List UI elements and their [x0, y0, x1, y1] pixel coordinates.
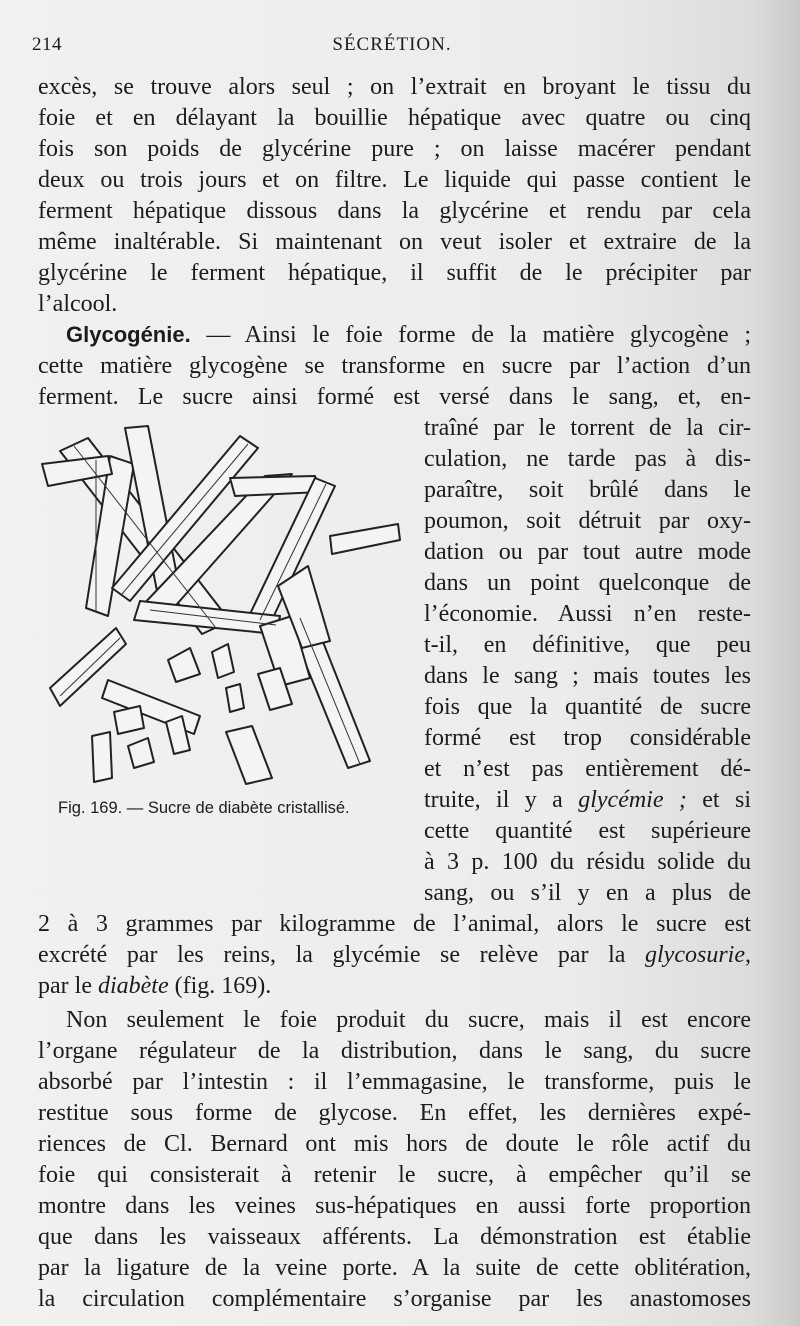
text-line: dans un point quelconque de	[424, 570, 751, 596]
text-line: culation, ne tarde pas à dis-	[424, 446, 751, 472]
text-line: l’économie. Aussi n’en reste-	[424, 601, 751, 627]
text-line: restitue sous forme de glycose. En effet, les dernières expé-	[38, 1100, 751, 1126]
text-line: cette quantité est supérieure	[424, 818, 751, 844]
text-line: foie et en délayant la bouillie hépatique avec quatre ou cinq	[38, 105, 751, 131]
text-span: truite, il y a	[424, 787, 579, 813]
section-line	[66, 320, 751, 351]
text-line: à 3 p. 100 du résidu solide du	[424, 849, 751, 875]
text-line: cette matière glycogène se transforme en sucre par l’action d’un	[38, 353, 751, 379]
crystal-fragment	[226, 726, 272, 784]
text-line: Non seulement le foie produit du sucre, mais il est encore	[66, 1007, 751, 1033]
section-heading: Glycogénie.	[66, 322, 191, 347]
text-line: absorbé par l’intestin : il l’emmagasine, le transforme, puis le	[38, 1069, 751, 1095]
crystal-fragment	[226, 684, 244, 712]
text-line: dation ou par tout autre mode	[424, 539, 751, 565]
text-line	[38, 971, 751, 1002]
text-line: et n’est pas entièrement dé-	[424, 756, 751, 782]
text-span: (fig. 169).	[168, 973, 272, 999]
text-span: par le	[38, 973, 98, 999]
text-line: excès, se trouve alors seul ; on l’extrait en broyant le tissu du	[38, 74, 751, 100]
text-line: l’alcool.	[38, 291, 118, 317]
text-line: t-il, en définitive, que peu	[424, 632, 751, 658]
text-line: l’organe régulateur de la distribution, dans le sang, du sucre	[38, 1038, 751, 1064]
text-line: foie qui consisterait à retenir le sucre, à empêcher qu’il se	[38, 1162, 751, 1188]
crystal-fragment	[168, 648, 200, 682]
italic-term: glycosurie,	[645, 942, 751, 968]
text-line: riences de Cl. Bernard ont mis hors de doute le rôle actif du	[38, 1131, 751, 1157]
text-line	[424, 785, 751, 816]
text-line: ferment hépatique dissous dans la glycérine et rendu par cela	[38, 198, 751, 224]
crystal-needle	[230, 476, 320, 496]
text-line: par la ligature de la veine porte. A la suite de cette oblitération,	[38, 1255, 751, 1281]
crystal-fragment	[114, 706, 144, 734]
text-line: sang, ou s’il y en a plus de	[424, 880, 751, 906]
crystal-fragment	[212, 644, 234, 678]
text-line: glycérine le ferment hépatique, il suffit de le précipiter par	[38, 260, 751, 286]
text-line: fois que la quantité de sucre	[424, 694, 751, 720]
text-line: même inaltérable. Si maintenant on veut isoler et extraire de la	[38, 229, 751, 255]
text-line: paraître, soit brûlé dans le	[424, 477, 751, 503]
text-line: que dans les vaisseaux afférents. La démonstration est établie	[38, 1224, 751, 1250]
text-line: formé est trop considérable	[424, 725, 751, 751]
crystal-needle	[330, 524, 400, 554]
text-span: et si	[686, 787, 752, 813]
text-line	[38, 940, 751, 971]
running-title: SÉCRÉTION.	[332, 34, 452, 55]
text-line: 2 à 3 grammes par kilogramme de l’animal, alors le sucre est	[38, 911, 751, 937]
italic-term: glycémie ;	[578, 787, 687, 813]
text-span: — Ainsi le foie forme de la matière glycogène ;	[190, 322, 751, 348]
text-line: traîné par le torrent de la cir-	[424, 415, 751, 441]
crystal-fragment	[128, 738, 154, 768]
text-line: montre dans les veines sus-hépatiques en aussi forte proportion	[38, 1193, 751, 1219]
text-line: poumon, soit détruit par oxy-	[424, 508, 751, 534]
text-line: dans le sang ; mais toutes les	[424, 663, 751, 689]
text-line: deux ou trois jours et on filtre. Le liquide qui passe contient le	[38, 167, 751, 193]
text-line: la circulation complémentaire s’organise par les anastomoses	[38, 1286, 751, 1312]
text-line: ferment. Le sucre ainsi formé est versé dans le sang, et, en-	[38, 384, 751, 410]
figure-caption: Fig. 169. — Sucre de diabète cristallisé.	[58, 799, 350, 817]
text-line: fois son poids de glycérine pure ; on laisse macérer pendant	[38, 136, 751, 162]
page-header	[32, 34, 752, 60]
italic-term: diabète	[97, 973, 169, 999]
crystal-fragment	[92, 732, 112, 782]
text-span: excrété par les reins, la glycémie se relève par la	[38, 942, 646, 968]
page-number: 214	[32, 34, 62, 55]
crystal-figure	[30, 416, 415, 796]
